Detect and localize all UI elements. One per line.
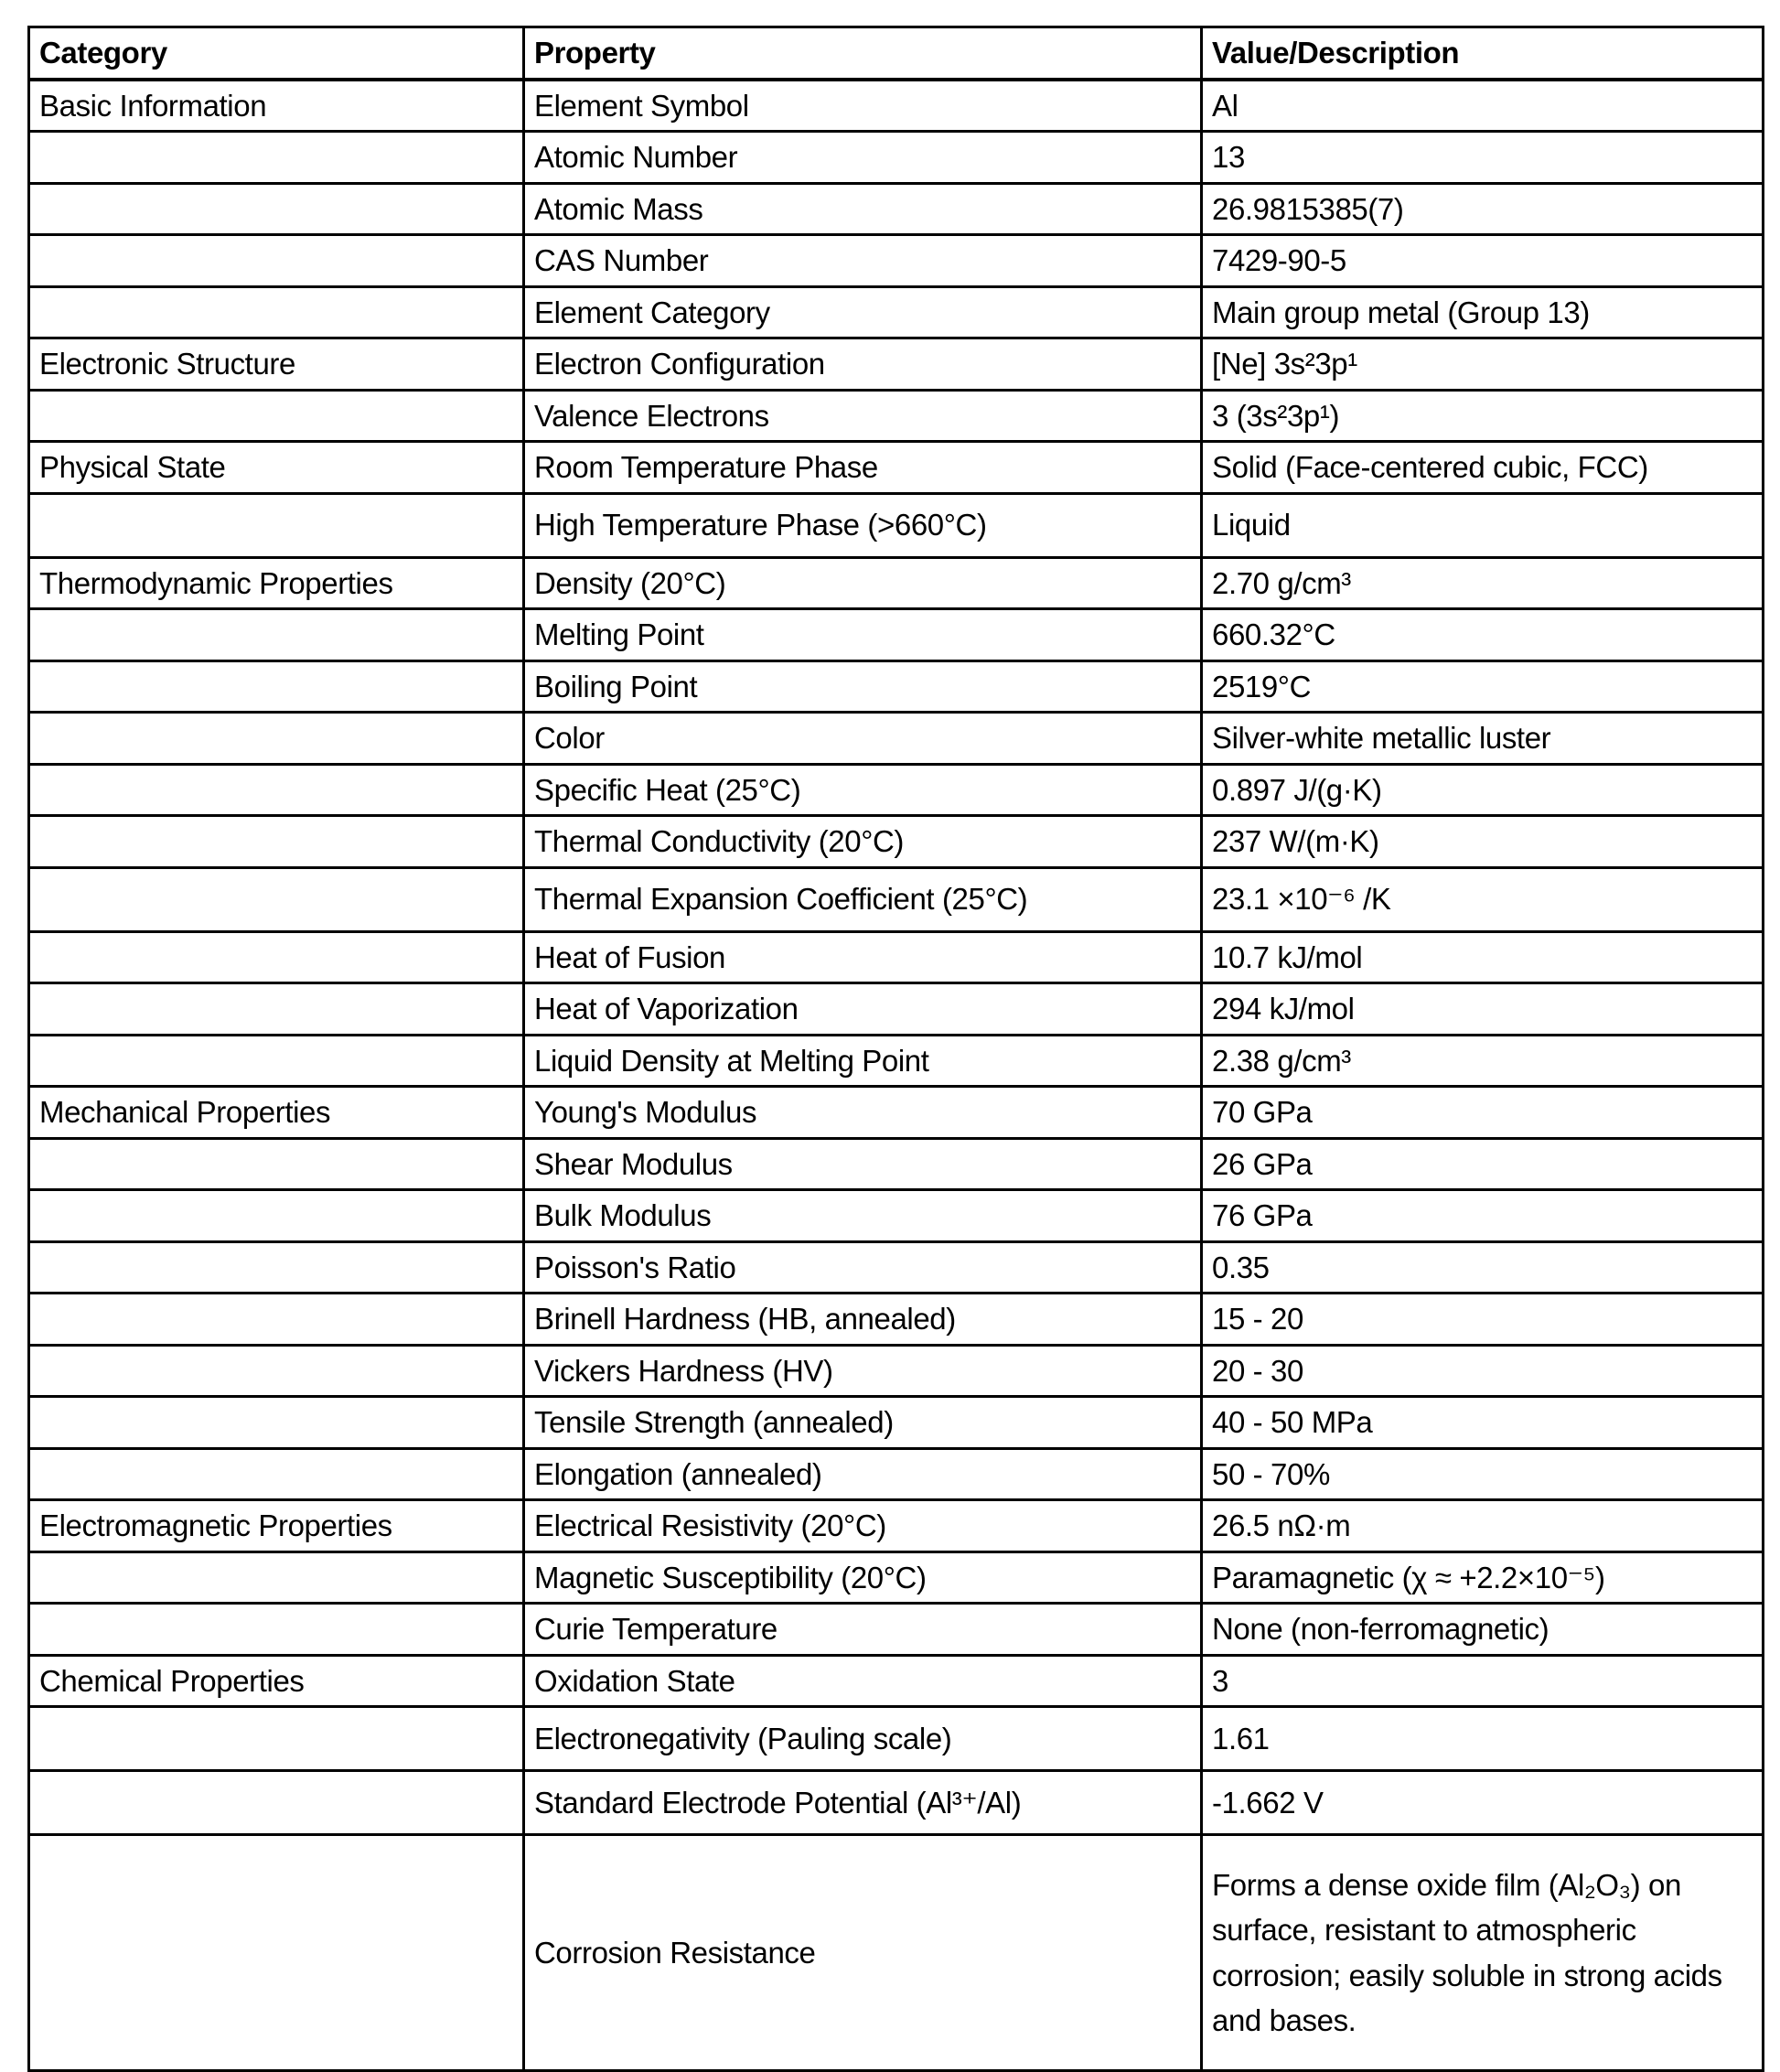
header-row — [29, 27, 1764, 80]
category-cell — [29, 764, 524, 816]
category-cell — [29, 1707, 524, 1771]
table-row — [29, 660, 1764, 713]
property-cell: Tensile Strength (annealed) — [524, 1397, 1202, 1449]
value-cell: 3 (3s²3p¹) — [1202, 390, 1764, 442]
value-cell: 26.5 nΩ·m — [1202, 1500, 1764, 1552]
property-cell: Atomic Number — [524, 132, 1202, 184]
value-cell: 26 GPa — [1202, 1138, 1764, 1190]
table-row — [29, 609, 1764, 661]
property-cell: Heat of Vaporization — [524, 983, 1202, 1036]
table-row — [29, 1771, 1764, 1835]
table-row — [29, 1448, 1764, 1500]
category-cell: Chemical Properties — [29, 1655, 524, 1707]
property-cell: Bulk Modulus — [524, 1190, 1202, 1242]
category-cell — [29, 1397, 524, 1449]
property-cell: Shear Modulus — [524, 1138, 1202, 1190]
table-row — [29, 132, 1764, 184]
category-cell — [29, 1604, 524, 1656]
table-row — [29, 764, 1764, 816]
value-cell: 0.35 — [1202, 1241, 1764, 1294]
property-cell: Liquid Density at Melting Point — [524, 1035, 1202, 1087]
table-row — [29, 557, 1764, 609]
value-cell: 50 - 70% — [1202, 1448, 1764, 1500]
value-cell: 2.38 g/cm³ — [1202, 1035, 1764, 1087]
category-cell — [29, 1551, 524, 1604]
table-body — [29, 80, 1764, 2071]
category-cell: Basic Information — [29, 80, 524, 132]
category-cell — [29, 609, 524, 661]
property-cell: Element Symbol — [524, 80, 1202, 132]
table-row — [29, 867, 1764, 931]
category-cell — [29, 390, 524, 442]
value-cell: 40 - 50 MPa — [1202, 1397, 1764, 1449]
element-properties-table — [27, 26, 1764, 2072]
table-row — [29, 1655, 1764, 1707]
category-cell — [29, 1138, 524, 1190]
property-cell: Curie Temperature — [524, 1604, 1202, 1656]
value-cell: 76 GPa — [1202, 1190, 1764, 1242]
property-cell: High Temperature Phase (>660°C) — [524, 493, 1202, 557]
table-row — [29, 493, 1764, 557]
value-cell: 26.9815385(7) — [1202, 183, 1764, 235]
table-row — [29, 1397, 1764, 1449]
category-cell — [29, 1241, 524, 1294]
value-cell: Liquid — [1202, 493, 1764, 557]
property-cell: Thermal Expansion Coefficient (25°C) — [524, 867, 1202, 931]
category-cell — [29, 286, 524, 338]
property-cell: Electronegativity (Pauling scale) — [524, 1707, 1202, 1771]
property-cell: Heat of Fusion — [524, 931, 1202, 983]
category-cell — [29, 183, 524, 235]
table-row — [29, 1500, 1764, 1552]
column-header-value-description: Value/Description — [1202, 27, 1764, 80]
property-cell: Room Temperature Phase — [524, 442, 1202, 494]
table-row — [29, 442, 1764, 494]
category-cell — [29, 1294, 524, 1346]
table-row — [29, 1294, 1764, 1346]
value-cell: Paramagnetic (χ ≈ +2.2×10⁻⁵) — [1202, 1551, 1764, 1604]
table-row — [29, 1551, 1764, 1604]
table-row — [29, 713, 1764, 765]
category-cell — [29, 1345, 524, 1397]
value-cell: Solid (Face-centered cubic, FCC) — [1202, 442, 1764, 494]
table-row — [29, 983, 1764, 1036]
table-row — [29, 816, 1764, 868]
category-cell: Physical State — [29, 442, 524, 494]
value-cell: Al — [1202, 80, 1764, 132]
table-row — [29, 1604, 1764, 1656]
property-cell: Vickers Hardness (HV) — [524, 1345, 1202, 1397]
table-row — [29, 1835, 1764, 2071]
category-cell — [29, 713, 524, 765]
category-cell — [29, 235, 524, 287]
category-cell — [29, 1035, 524, 1087]
value-cell: 23.1 ×10⁻⁶ /K — [1202, 867, 1764, 931]
value-cell: Silver-white metallic luster — [1202, 713, 1764, 765]
property-cell: Element Category — [524, 286, 1202, 338]
table-row — [29, 1241, 1764, 1294]
table-row — [29, 338, 1764, 391]
category-cell — [29, 816, 524, 868]
value-cell: 1.61 — [1202, 1707, 1764, 1771]
value-cell: 2.70 g/cm³ — [1202, 557, 1764, 609]
property-cell: Poisson's Ratio — [524, 1241, 1202, 1294]
category-cell — [29, 1448, 524, 1500]
property-cell: Boiling Point — [524, 660, 1202, 713]
property-cell: Specific Heat (25°C) — [524, 764, 1202, 816]
value-cell: 3 — [1202, 1655, 1764, 1707]
property-cell: Oxidation State — [524, 1655, 1202, 1707]
value-cell: None (non-ferromagnetic) — [1202, 1604, 1764, 1656]
property-cell: Melting Point — [524, 609, 1202, 661]
table-row — [29, 1087, 1764, 1139]
value-cell: 660.32°C — [1202, 609, 1764, 661]
property-cell: Density (20°C) — [524, 557, 1202, 609]
property-cell: Corrosion Resistance — [524, 1835, 1202, 2071]
table-row — [29, 1138, 1764, 1190]
value-cell: 237 W/(m·K) — [1202, 816, 1764, 868]
value-cell: 294 kJ/mol — [1202, 983, 1764, 1036]
value-cell: 20 - 30 — [1202, 1345, 1764, 1397]
property-cell: Brinell Hardness (HB, annealed) — [524, 1294, 1202, 1346]
category-cell — [29, 660, 524, 713]
property-cell: Standard Electrode Potential (Al³⁺/Al) — [524, 1771, 1202, 1835]
table-row — [29, 1190, 1764, 1242]
category-cell: Electromagnetic Properties — [29, 1500, 524, 1552]
column-header-category: Category — [29, 27, 524, 80]
property-cell: Young's Modulus — [524, 1087, 1202, 1139]
value-cell: 70 GPa — [1202, 1087, 1764, 1139]
property-cell: Thermal Conductivity (20°C) — [524, 816, 1202, 868]
category-cell — [29, 1835, 524, 2071]
category-cell: Thermodynamic Properties — [29, 557, 524, 609]
table-row — [29, 235, 1764, 287]
category-cell — [29, 493, 524, 557]
value-cell: [Ne] 3s²3p¹ — [1202, 338, 1764, 391]
category-cell — [29, 1190, 524, 1242]
property-cell: Elongation (annealed) — [524, 1448, 1202, 1500]
table-row — [29, 80, 1764, 132]
property-cell: Color — [524, 713, 1202, 765]
category-cell — [29, 867, 524, 931]
property-cell: Magnetic Susceptibility (20°C) — [524, 1551, 1202, 1604]
table-header — [29, 27, 1764, 80]
property-cell: Atomic Mass — [524, 183, 1202, 235]
value-cell: 0.897 J/(g·K) — [1202, 764, 1764, 816]
value-cell: -1.662 V — [1202, 1771, 1764, 1835]
table-row — [29, 1035, 1764, 1087]
table-row — [29, 1345, 1764, 1397]
table-row — [29, 286, 1764, 338]
category-cell — [29, 983, 524, 1036]
property-cell: Electron Configuration — [524, 338, 1202, 391]
property-cell: Valence Electrons — [524, 390, 1202, 442]
value-cell: 10.7 kJ/mol — [1202, 931, 1764, 983]
column-header-property: Property — [524, 27, 1202, 80]
value-cell: 15 - 20 — [1202, 1294, 1764, 1346]
property-cell: CAS Number — [524, 235, 1202, 287]
category-cell — [29, 1771, 524, 1835]
category-cell — [29, 132, 524, 184]
property-cell: Electrical Resistivity (20°C) — [524, 1500, 1202, 1552]
table-row — [29, 390, 1764, 442]
category-cell: Mechanical Properties — [29, 1087, 524, 1139]
category-cell — [29, 931, 524, 983]
category-cell: Electronic Structure — [29, 338, 524, 391]
value-cell: 7429-90-5 — [1202, 235, 1764, 287]
table-row — [29, 183, 1764, 235]
value-cell: 13 — [1202, 132, 1764, 184]
table-row — [29, 1707, 1764, 1771]
value-cell: 2519°C — [1202, 660, 1764, 713]
value-cell: Main group metal (Group 13) — [1202, 286, 1764, 338]
table-row — [29, 931, 1764, 983]
value-cell: Forms a dense oxide film (Al₂O₃) on surface, resistant to atmospheric corrosion; easily soluble in strong acids and bases. — [1202, 1835, 1764, 2071]
